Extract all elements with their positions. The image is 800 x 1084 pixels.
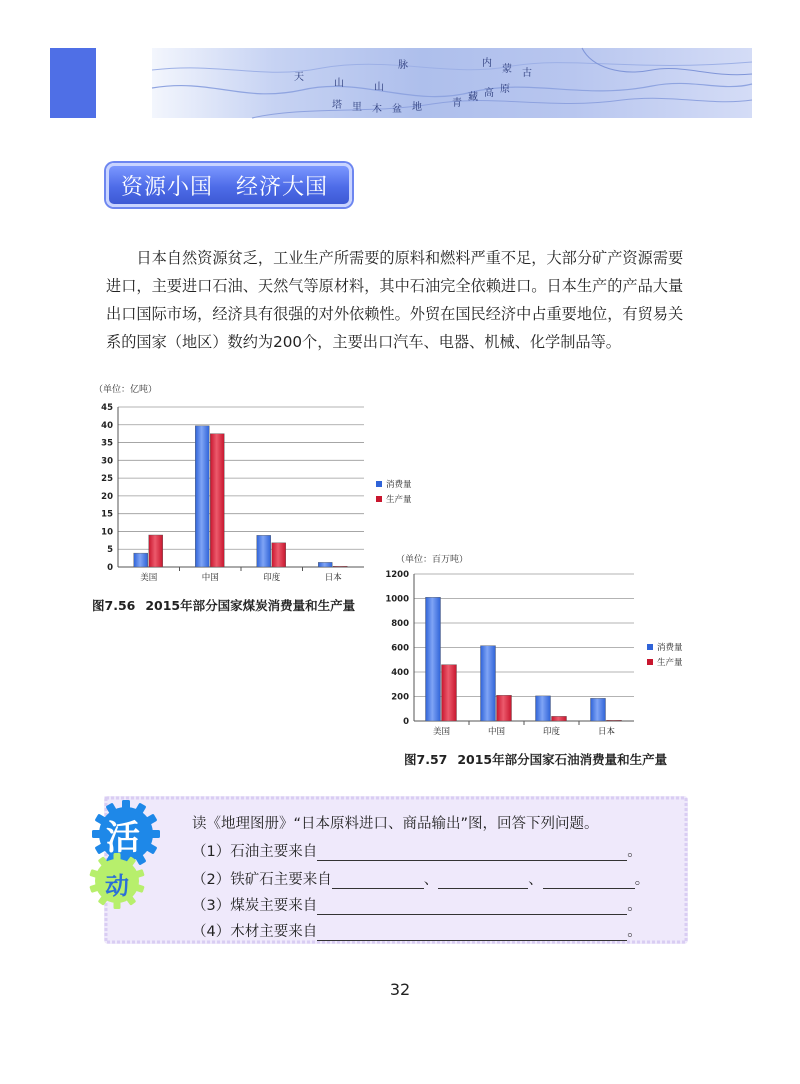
y-tick-label: 1200 — [385, 570, 409, 580]
x-tick-label: 印度 — [263, 573, 281, 583]
bar-production-印度 — [552, 716, 567, 721]
bar-consumption-印度 — [257, 535, 271, 567]
y-tick-label: 15 — [101, 509, 113, 520]
question-4 — [192, 920, 642, 941]
bar-consumption-中国 — [195, 426, 209, 567]
coal-chart-title: 2015年部分国家煤炭消费量和生产量 — [145, 598, 356, 613]
gear-tooth — [122, 800, 130, 809]
header-color-block — [50, 48, 96, 118]
legend-swatch — [376, 481, 382, 487]
y-tick-label: 600 — [391, 643, 409, 654]
y-tick-label: 25 — [101, 474, 113, 485]
bar-production-日本 — [607, 720, 622, 721]
y-tick-label: 30 — [101, 456, 113, 467]
map-label: 里 — [352, 102, 362, 113]
x-tick-label: 日本 — [324, 573, 342, 583]
page-number: 32 — [389, 980, 411, 999]
bar-consumption-印度 — [536, 696, 551, 721]
answer-blank[interactable] — [317, 900, 627, 915]
x-tick-label: 日本 — [597, 727, 616, 737]
gear-tooth — [114, 901, 121, 909]
map-label: 古 — [522, 68, 532, 79]
legend-swatch — [376, 496, 382, 502]
map-label: 脉 — [398, 60, 408, 71]
map-label: 藏 — [468, 92, 478, 103]
map-label: 地 — [412, 102, 422, 113]
map-label: 蒙 — [502, 64, 512, 75]
map-label: 山 — [334, 78, 344, 89]
legend-swatch — [647, 659, 653, 665]
answer-blank[interactable] — [332, 874, 424, 889]
question-2 — [192, 868, 649, 889]
end-mark: 。 — [627, 898, 642, 914]
x-tick-label: 中国 — [487, 727, 506, 737]
y-tick-label: 0 — [403, 717, 409, 727]
end-mark: 。 — [627, 844, 642, 860]
legend-label: 生产量 — [657, 658, 683, 668]
y-tick-label: 400 — [391, 668, 409, 678]
map-label: 山 — [374, 82, 384, 93]
header-map-banner — [152, 48, 752, 118]
bar-consumption-中国 — [481, 646, 496, 721]
blank-separator: 、 — [423, 872, 439, 888]
y-tick-label: 10 — [101, 527, 113, 538]
x-tick-label: 美国 — [140, 573, 158, 583]
y-tick-label: 800 — [391, 619, 409, 629]
oil-figure-label: 图7.57 — [404, 752, 448, 767]
oil-unit-label: （单位：百万吨） — [396, 555, 469, 565]
bar-consumption-美国 — [134, 553, 148, 567]
y-tick-label: 40 — [101, 420, 113, 431]
oil-chart-title: 2015年部分国家石油消费量和生产量 — [457, 752, 668, 767]
oil-chart — [382, 548, 702, 748]
map-label: 内 — [482, 58, 492, 69]
y-tick-label: 200 — [391, 692, 409, 703]
x-tick-label: 美国 — [432, 727, 451, 737]
bar-production-印度 — [272, 543, 286, 567]
legend-label: 消费量 — [386, 480, 412, 490]
legend-label: 消费量 — [657, 643, 683, 653]
map-label: 木 — [372, 104, 382, 115]
x-tick-label: 印度 — [542, 727, 561, 737]
legend-swatch — [647, 644, 653, 650]
y-tick-label: 20 — [101, 491, 113, 502]
activity-prompt: 读《地理图册》“日本原料进口、商品输出”图，回答下列问题。 — [192, 816, 599, 832]
map-label: 天 — [294, 72, 304, 83]
end-mark: 。 — [634, 872, 650, 888]
x-tick-label: 中国 — [201, 573, 219, 583]
question-1 — [192, 840, 642, 861]
gear-tooth — [92, 830, 101, 838]
map-label: 高 — [484, 88, 494, 99]
bar-production-日本 — [333, 566, 347, 567]
y-tick-label: 35 — [101, 438, 113, 449]
oil-chart-svg — [382, 548, 702, 748]
bar-production-美国 — [442, 665, 457, 721]
legend-label: 生产量 — [386, 495, 412, 505]
question-label: （4）木材主要来自 — [192, 924, 318, 940]
answer-blank[interactable] — [543, 874, 635, 889]
question-label: （2）铁矿石主要来自 — [192, 872, 332, 888]
activity-badge-top: 活 — [106, 818, 140, 858]
y-tick-label: 0 — [107, 563, 113, 573]
gear-tooth — [151, 830, 160, 838]
map-label: 青 — [452, 98, 462, 109]
bar-consumption-日本 — [318, 562, 332, 567]
bar-consumption-日本 — [591, 698, 606, 721]
bar-production-中国 — [210, 434, 224, 567]
map-label: 塔 — [332, 100, 342, 111]
end-mark: 。 — [627, 924, 642, 940]
question-3 — [192, 894, 642, 915]
question-label: （3）煤炭主要来自 — [192, 898, 318, 914]
y-tick-label: 45 — [101, 403, 113, 413]
answer-blank[interactable] — [317, 926, 627, 941]
activity-badge-bottom: 动 — [105, 872, 129, 900]
coal-caption — [92, 596, 355, 614]
bar-consumption-美国 — [426, 597, 441, 721]
coal-unit-label: （单位：亿吨） — [94, 385, 158, 395]
map-label: 原 — [500, 84, 510, 95]
blank-separator: 、 — [528, 872, 543, 888]
coal-figure-label: 图7.56 — [92, 598, 136, 613]
y-tick-label: 1000 — [385, 594, 409, 605]
oil-caption — [404, 750, 667, 768]
question-label: （1）石油主要来自 — [192, 844, 318, 860]
y-tick-label: 5 — [107, 545, 113, 556]
section-title: 资源小国 经济大国 — [106, 163, 352, 207]
answer-blank[interactable] — [317, 846, 627, 861]
bar-production-美国 — [149, 535, 163, 567]
answer-blank[interactable] — [438, 874, 528, 889]
bar-production-中国 — [497, 695, 512, 721]
body-paragraph: 日本自然资源贫乏，工业生产所需要的原料和燃料严重不足，大部分矿产资源需要进口，主要进口石油、天然气等原材料，其中石油完全依赖进口。日本生产的产品大量出口国际市场，经济具有很强的对外依赖性。外贸在国民经济中占重要地位，有贸易关系的国家（地区）数约为200个，主要出口汽车、电器、机械、化学制品等。 — [106, 249, 684, 352]
map-label: 盆 — [392, 104, 402, 115]
